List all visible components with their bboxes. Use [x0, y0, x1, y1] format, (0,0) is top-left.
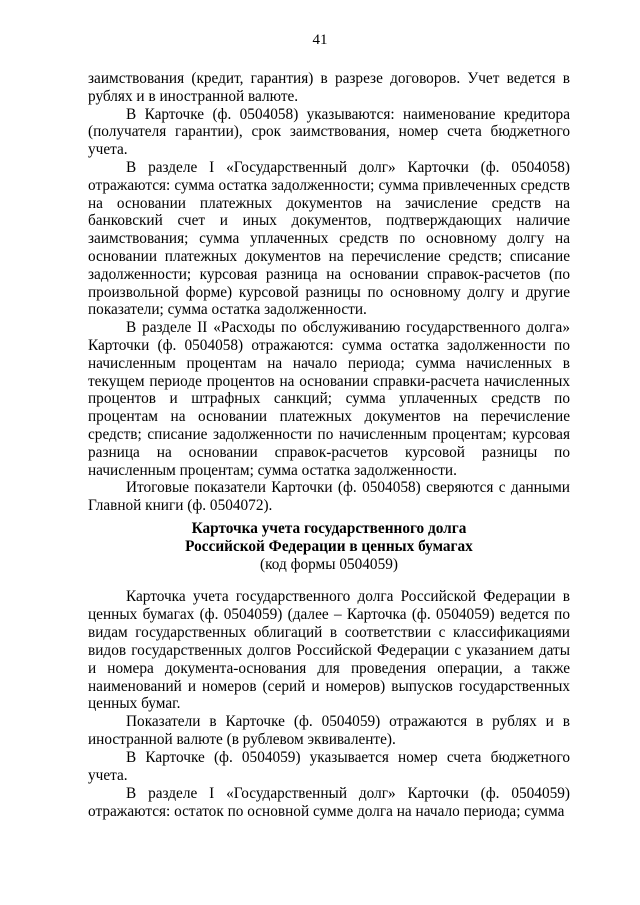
page-number: 41	[312, 32, 328, 48]
paragraph: В разделе I «Государственный долг» Карточки (ф. 0504059) отражаются: остаток по основной сумме долга на начало периода; сумма	[88, 784, 570, 820]
heading-line-1: Карточка учета государственного долга	[191, 520, 467, 537]
paragraph: В Карточке (ф. 0504058) указываются: наименование кредитора (получателя гарантии), срок заимствования, номер счета бюджетного учета.	[88, 105, 570, 159]
form-code: (код формы 0504059)	[260, 556, 398, 573]
paragraph: заимствования (кредит, гарантия) в разрезе договоров. Учет ведется в рублях и в иностранной валюте.	[88, 70, 570, 105]
paragraph: Показатели в Карточке (ф. 0504059) отражаются в рублях и в иностранной валюте (в рублевом эквиваленте).	[88, 713, 570, 749]
paragraph: В Карточке (ф. 0504059) указывается номер счета бюджетного учета.	[88, 749, 570, 785]
paragraph: Итоговые показатели Карточки (ф. 0504058) сверяются с данными Главной книги (ф. 0504072).	[88, 479, 570, 515]
paragraph: Карточка учета государственного долга Российской Федерации в ценных бумагах (ф. 0504059) (далее – Карточка (ф. 0504059) ведется по видам государственных облигаций в соответствии с классификациями видов государственных долгов Российской Федерации с указанием даты и номера документа-основания для проведения операции, а также наименований и номеров (серий и номеров) выпусков государственных ценных бумаг.	[88, 588, 570, 713]
paragraph: В разделе I «Государственный долг» Карточки (ф. 0504058) отражаются: сумма остатка задолженности; сумма привлеченных средств на основании платежных документов на зачисление средств на банковский счет и иных документов, подтверждающих наличие заимствования; сумма уплаченных средств по основному долгу на основании платежных документов на перечисление средств; списание задолженности; курсовая разница на основании справок-расчетов (по произвольной форме) курсовой разницы по основному долгу и другие показатели; сумма остатка задолженности.	[88, 158, 570, 319]
section-heading	[88, 520, 570, 574]
heading-line-2: Российской Федерации в ценных бумагах	[185, 538, 473, 555]
section-2-text	[88, 588, 570, 821]
paragraph: В разделе II «Расходы по обслуживанию государственного долга» Карточки (ф. 0504058) отражаются: сумма остатка задолженности по начисленным процентам на начало периода; сумма начисленных в текущем периоде процентов на основании справки-расчета начисленных процентов и штрафных санкций; сумма уплаченных средств по процентам на основании платежных документов на перечисление средств; списание задолженности по начисленным процентам; курсовая разница на основании справок-расчетов курсовой разницы по начисленным процентам; сумма остатка задолженности.	[88, 319, 570, 479]
section-1-text	[88, 70, 570, 515]
